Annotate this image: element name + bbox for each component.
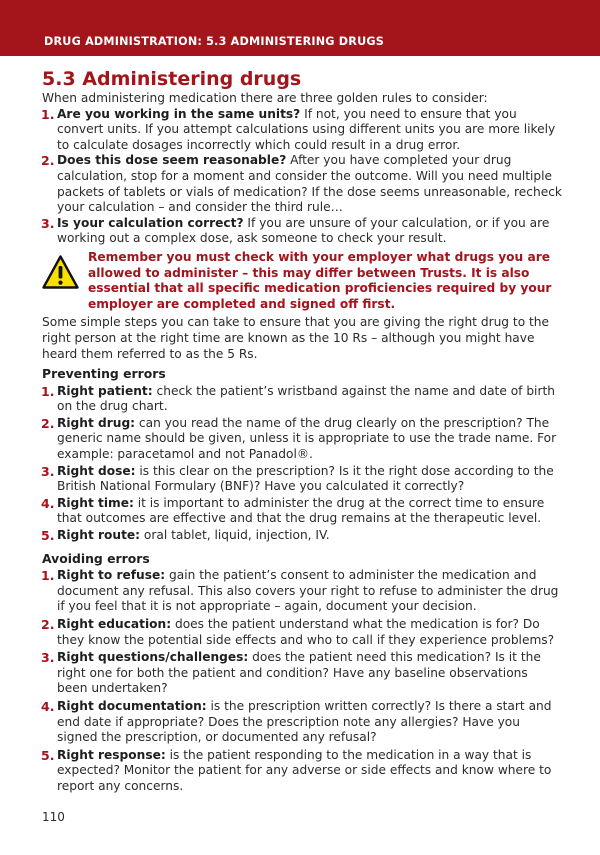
item-title: Right education:	[57, 617, 172, 631]
item-number: 2.	[41, 415, 55, 431]
item-title: Right response:	[57, 747, 166, 762]
item-title: Right questions/challenges:	[57, 650, 249, 665]
intro-text: When administering medication there are three golden rules to consider:	[42, 91, 488, 105]
item-number: 4.	[41, 698, 55, 714]
item-title: Right to refuse:	[57, 568, 166, 583]
avoiding-errors-heading: Avoiding errors	[42, 550, 150, 566]
item-text: If not, you need to ensure that you convert units. If you attempt calculations using different units you are more likely to calculate dosages incorrectly which could result in a drug error.	[57, 106, 556, 152]
item-title: Are you working in the same units?	[57, 106, 301, 121]
item-number: 5.	[41, 747, 55, 763]
preventing-errors-list	[42, 384, 562, 544]
preventing-errors-heading: Preventing errors	[42, 366, 166, 382]
item-text: it is important to administer the drug at the correct time to ensure that outcomes are effective and that the drug remains at the therapeutic level.	[57, 495, 545, 526]
item-text: After you have completed your drug calculation, stop for a moment and consider the outcome. Will you need multiple packets of tablets or vials of medication? If the dose seems unreasonable, recheck your calculation – and consider the third rule…	[57, 153, 562, 215]
item-number: 1.	[41, 383, 55, 399]
item-title: Right patient:	[57, 383, 153, 398]
item-text: is the prescription written correctly? Is there a start and end date if appropriate? Does the prescription note any allergies? Have you signed the prescription, or documented any refusal?	[57, 698, 552, 745]
item-text: If you are unsure of your calculation, or if you are working out a complex dose, ask someone to check your result.	[57, 215, 550, 246]
list-item	[42, 568, 562, 615]
item-number: 2.	[41, 153, 55, 169]
item-title: Right drug:	[57, 415, 136, 430]
item-number: 2.	[41, 617, 55, 632]
item-number: 4.	[41, 495, 55, 511]
item-text: does the patient need this medication? Is it the right one for both the patient and condition? Have any baseline observations been undertaken?	[57, 650, 541, 696]
item-number: 1.	[41, 106, 55, 122]
warning-text: Remember you must check with your employer what drugs you are allowed to administer – this may differ between Trusts. It is also essential that all specific medication proficiencies required by your employer are completed and signed off first.	[88, 249, 552, 311]
running-header: DRUG ADMINISTRATION: 5.3 ADMINISTERING DRUGS	[44, 35, 385, 48]
page-content	[42, 67, 562, 795]
item-title: Right documentation:	[57, 698, 207, 713]
item-text: does the patient understand what the medication is for? Do they know the potential side effects and who to call if they experience problems?	[57, 617, 555, 647]
list-item	[42, 216, 562, 247]
item-text: is this clear on the prescription? Is it the right dose according to the British National Formulary (BNF)? Have you calculated it correctly?	[57, 463, 554, 494]
item-title: Does this dose seem reasonable?	[57, 153, 287, 168]
rs-intro-text: Some simple steps you can take to ensure that you are giving the right drug to the right person at the right time are known as the 10 Rs – although you might have heard them referred to as the 5 Rs.	[42, 315, 550, 361]
item-text: can you read the name of the drug clearly on the prescription? The generic name should be given, unless it is appropriate to use the trade name. For example: paracetamol and not Panadol®.	[57, 415, 557, 462]
list-item	[42, 699, 562, 746]
item-number: 1.	[41, 568, 55, 584]
list-item	[42, 748, 562, 795]
warning-icon	[42, 255, 79, 289]
item-title: Right time:	[57, 495, 134, 510]
page-number: 110	[42, 810, 65, 824]
list-item	[42, 107, 562, 154]
item-text: check the patient’s wristband against the name and date of birth on the drug chart.	[57, 383, 555, 414]
item-title: Is your calculation correct?	[57, 215, 244, 230]
warning-callout	[42, 250, 562, 312]
list-item	[42, 528, 562, 544]
list-item	[42, 464, 562, 495]
item-text: oral tablet, liquid, injection, IV.	[140, 528, 330, 543]
list-item	[42, 617, 562, 648]
list-item	[42, 153, 562, 215]
golden-rules-list	[42, 107, 562, 247]
avoiding-errors-list	[42, 568, 562, 794]
item-number: 3.	[41, 215, 55, 231]
item-number: 3.	[41, 463, 55, 479]
item-text: gain the patient’s consent to administer the medication and document any refusal. This also covers your right to refuse to administer the drug if you feel that it is not appropriate – again, document your decision.	[57, 568, 559, 614]
list-item	[42, 384, 562, 415]
item-title: Right route:	[57, 528, 141, 543]
header-bar	[0, 0, 600, 56]
item-title: Right dose:	[57, 463, 136, 478]
item-number: 5.	[41, 528, 55, 544]
item-number: 3.	[41, 650, 55, 666]
list-item	[42, 650, 562, 697]
section-title: 5.3 Administering drugs	[42, 68, 302, 90]
list-item	[42, 416, 562, 463]
list-item	[42, 496, 562, 527]
item-text: is the patient responding to the medication in a way that is expected? Monitor the patient for any adverse or side effects and know where to report any concerns.	[57, 747, 552, 793]
